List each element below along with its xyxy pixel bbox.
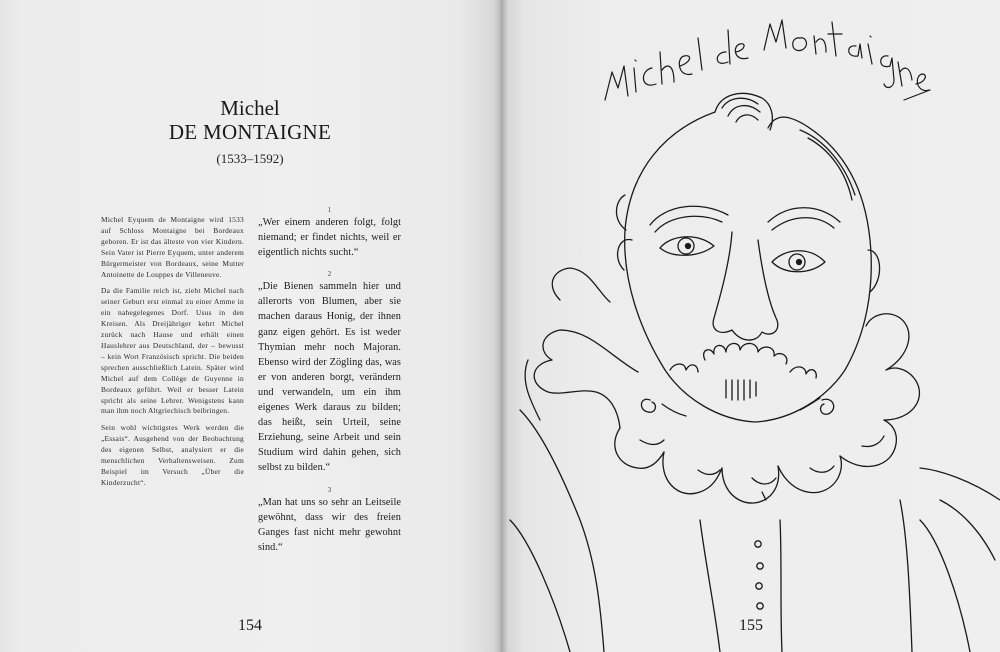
quote-text: „Wer einem anderen folgt, folgt niemand; er findet nichts, weil er eigentlich nichts sucht.“ — [258, 217, 401, 259]
bio-paragraph: Da die Familie reich ist, zieht Michel nach seiner Geburt erst einmal zu einer Amme in ein nahegelegenes Dorf. Usus in den Kreisen. Als Dreijähriger kehrt Michel zurück nach Hause und erhält einen Hauslehrer aus Deutschland, der – bewusst – kein Wort Französisch spricht. Die beiden sprechen ausschließlich Latein. Später wird Michel auf dem Collège de Guyenne in Bordeaux geführt. Weil er besser Latein spricht als seine Lehrer. Wenigstens kann man ihm noch Altgriechisch beibringen. — [101, 286, 244, 416]
title-first-name: Michel — [220, 96, 280, 120]
page-number-left: 154 — [238, 617, 262, 634]
quote-text: „Man hat uns so sehr an Leitseile gewöhnt, dass wir des freien Ganges fast nicht mehr gewohnt sind.“ — [258, 496, 401, 553]
bio-paragraph: Michel Eyquem de Montaigne wird 1533 auf Schloss Montaigne bei Bordeaux geboren. Er ist das älteste von vier Kindern. Sein Vater ist Pierre Eyquem, unter anderem Bürgermeister von Bordeaux, seine Mutter Antoinette de Louppes de Villeneuve. — [101, 215, 244, 279]
quote-number: 2 — [327, 270, 332, 279]
bio-paragraph: Sein wohl wichtigstes Werk werden die „Essais“. Ausgehend von der Beobachtung des eigenen Selbst, analysiert er die menschlichen Verhaltensweisen. Zum Beispiel im Versuch „Über die Kinderzucht“. — [101, 423, 244, 487]
quote-number: 1 — [327, 206, 332, 214]
life-years: (1533–1592) — [216, 151, 284, 166]
quote-text: „Die Bienen sammeln hier und allerorts von Blumen, aber sie machen daraus Honig, der ihnen ganz eigen gehört. Es ist weder Thymian mehr noch Majoran. Ebenso wird der Zögling das, was er von anderen borgt, verändern und verwandeln, um ein ihm eigenes Werk daraus zu bilden; das heißt, sein Urteil, seine Erziehung, seine Arbeit und sein Studium wird dahin gehen, sich selbst zu bilden.“ — [258, 281, 401, 474]
handwritten-title-lettering — [605, 20, 930, 100]
page-number-right: 155 — [739, 617, 763, 634]
quote-number: 3 — [327, 485, 332, 494]
quotes-column — [258, 206, 401, 565]
portrait-illustration — [500, 0, 1000, 652]
title-last-name: DE MONTAIGNE — [168, 120, 332, 144]
biography-column — [101, 215, 244, 495]
